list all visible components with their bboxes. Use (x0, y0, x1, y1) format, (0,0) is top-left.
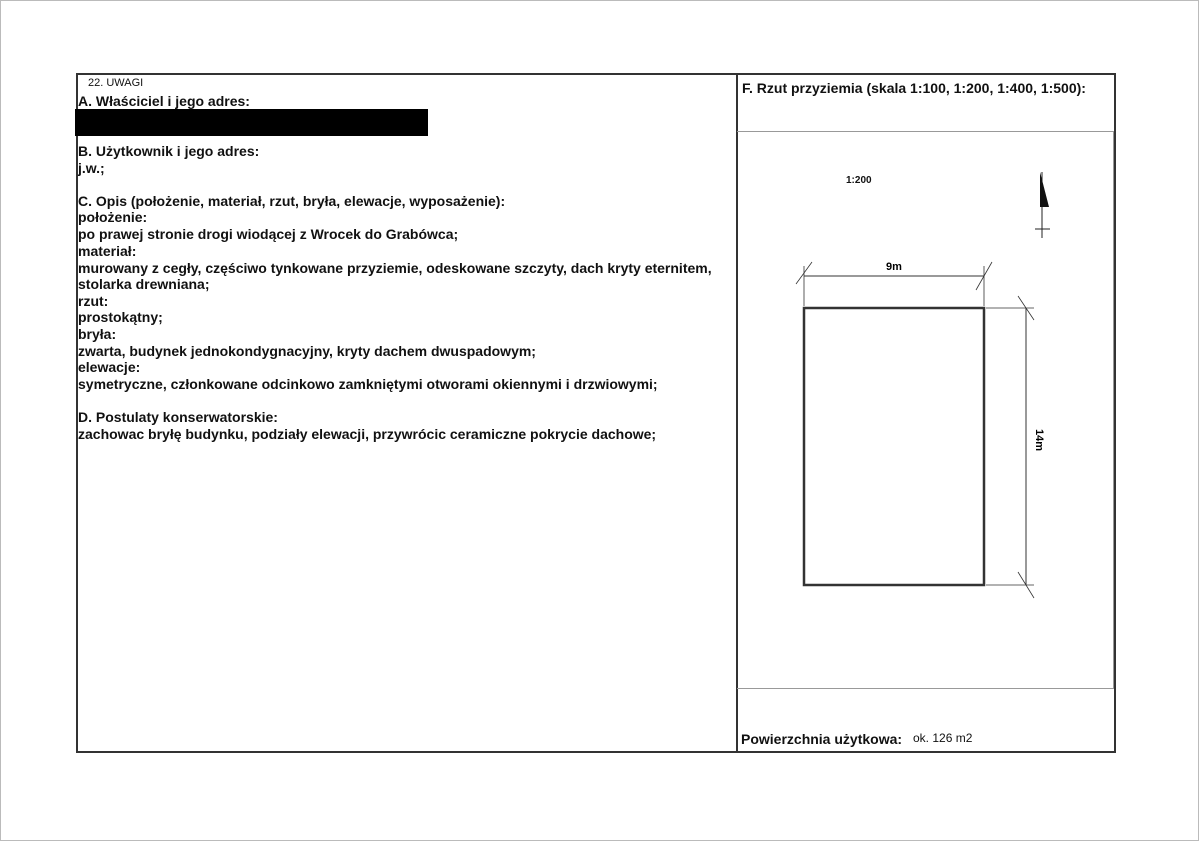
postulates-heading: D. Postulaty konserwatorskie: (78, 409, 278, 425)
usable-area-value: ok. 126 m2 (913, 731, 973, 745)
user-heading: B. Użytkownik i jego adres: (78, 143, 260, 159)
material-label: materiał: (78, 243, 137, 259)
usable-area-label: Powierzchnia użytkowa: (741, 731, 903, 747)
plan-scale: 1:200 (846, 175, 872, 186)
material-value-cont: stolarka drewniana; (78, 276, 210, 292)
elevations-value: symetryczne, członkowane odcinkowo zamkniętymi otworami okiennymi i drzwiowymi; (78, 376, 658, 392)
material-value: murowany z cegły, częściwo tynkowane przyziemie, odeskowane szczyty, dach kryty eternitem, (78, 260, 712, 276)
plan-value: prostokątny; (78, 309, 163, 325)
description-heading: C. Opis (położenie, materiał, rzut, bryła, elewacje, wyposażenie): (78, 193, 506, 209)
section-label: 22. UWAGI (88, 77, 144, 89)
massing-value: zwarta, budynek jednokondygnacyjny, kryty dachem dwuspadowym; (78, 343, 536, 359)
height-dimension (986, 296, 1034, 598)
user-value: j.w.; (78, 160, 105, 176)
location-value: po prawej stronie drogi wiodącej z Wrocek do Grabówca; (78, 226, 459, 242)
height-label: 14m (1033, 428, 1045, 452)
plan-section-title: F. Rzut przyziemia (skala 1:100, 1:200, 1:400, 1:500): (742, 80, 1086, 96)
owner-heading: A. Właściciel i jego adres: (78, 93, 250, 109)
postulates-value: zachowac bryłę budynku, podziały elewacji, przywrócic ceramiczne pokrycie dachowe; (78, 426, 657, 442)
north-arrow-icon (1035, 172, 1050, 238)
plan-label: rzut: (78, 293, 109, 309)
massing-label: bryła: (78, 326, 117, 342)
location-label: położenie: (78, 209, 148, 225)
width-label: 9m (886, 261, 902, 273)
elevations-label: elewacje: (78, 359, 141, 375)
building-outline (804, 308, 984, 585)
